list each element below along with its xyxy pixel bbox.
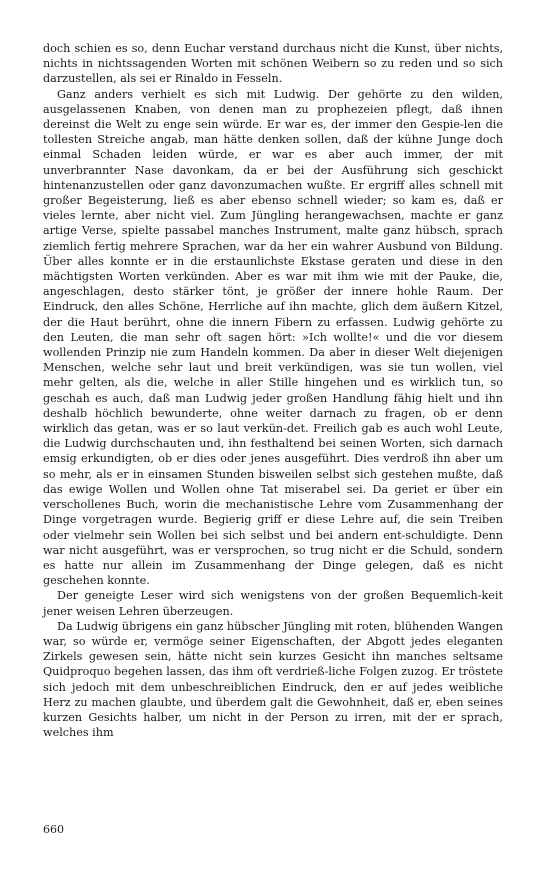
page-body [43, 41, 503, 740]
paragraph: Der geneigte Leser wird sich wenigstens von der großen Bequemlich-keit jener weisen Lehren überzeugen. [43, 589, 503, 618]
paragraph: Da Ludwig übrigens ein ganz hübscher Jüngling mit roten, blühenden Wangen war, so würde er, vermöge seiner Eigenschaften, der Abgott jedes eleganten Zirkels gewesen sein, hätte nicht sein kurzes Gesicht ihn manches seltsame Quidproquo begehen lassen, das ihm oft verdrieß-liche Folgen zuzog. Er tröstete sich jedoch mit dem unbeschreiblichen Eindruck, den er auf jedes weibliche Herz zu machen glaubte, und überdem galt die Gewohnheit, daß er, eben seines kurzen Gesichts halber, um nicht in der Person zu irren, mit der er sprach, welches ihm [43, 619, 503, 740]
page-number: 660 [43, 823, 64, 836]
paragraph: Ganz anders verhielt es sich mit Ludwig. Der gehörte zu den wilden, ausgelassenen Knaben, von denen man zu prophezeien pflegt, daß ihnen dereinst die Welt zu enge sein würde. Er war es, der immer den Gespie-len die tollesten Streiche angab, man hätte denken sollen, daß der kühne Junge doch einmal Schaden leiden würde, er war es aber auch immer, der mit unverbrannter Nase davonkam, da er bei der Ausführung sich geschickt hintenanzustellen oder ganz davonzumachen wußte. Er ergriff alles schnell mit großer Begeisterung, ließ es aber ebenso schnell wieder; so kam es, daß er vieles lernte, aber nicht viel. Zum Jüngling herangewachsen, machte er ganz artige Verse, spielte passabel manches Instrument, malte ganz hübsch, sprach ziemlich fertig mehrere Sprachen, war da her ein wahrer Ausbund von Bildung. Über alles konnte er in die erstaunlichste Ekstase geraten und diese in den mächtigsten Worten verkünden. Aber es war mit ihm wie mit der Pauke, die, angeschlagen, desto stärker tönt, je größer der innere hohle Raum. Der Eindruck, den alles Schöne, Herrliche auf ihn machte, glich dem äußern Kitzel, der die Haut berührt, ohne die innern Fibern zu erfassen. Ludwig gehörte zu den Leuten, die man sehr oft sagen hört: »Ich wollte!« und die vor diesem wollenden Prinzip nie zum Handeln kommen. Da aber in dieser Welt diejenigen Menschen, welche sehr laut und breit verkündigen, was sie tun wollen, viel mehr gelten, als die, welche in aller Stille hingehen und es wirklich tun, so geschah es auch, daß man Ludwig jeder großen Handlung fähig hielt und ihn deshalb höchlich bewunderte, ohne weiter darnach zu fragen, ob er denn wirklich das getan, was er so laut verkün-det. Freilich gab es auch wohl Leute, die Ludwig durchschauten und, ihn festhaltend bei seinen Worten, sich darnach emsig erkundigten, ob er dies oder jenes ausgeführt. Dies verdroß ihn aber um so mehr, als er in einsamen Stunden bisweilen selbst sich gestehen mußte, daß das ewige Wollen und Wollen ohne Tat miserabel sei. Da geriet er über ein verschollenes Buch, worin die mechanistische Lehre vom Zusammenhang der Dinge vorgetragen wurde. Begierig griff er diese Lehre auf, die sein Treiben oder vielmehr sein Wollen bei sich selbst und bei andern ent-schuldigte. Denn war nicht ausgeführt, was er versprochen, so trug nicht er die Schuld, sondern es hatte nur allein im Zusammenhang der Dinge gelegen, daß es nicht geschehen konnte. [43, 87, 503, 588]
paragraph: doch schien es so, denn Euchar verstand durchaus nicht die Kunst, über nichts, nichts in nichtssagenden Worten mit schönen Weibern so zu reden und so sich darzustellen, als sei er Rinaldo in Fesseln. [43, 42, 503, 86]
